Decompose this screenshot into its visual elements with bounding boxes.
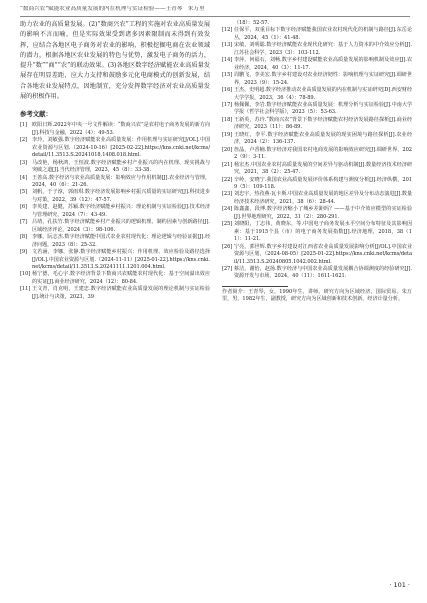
reference-text: 杨佩佩，李岩.数字经济赋能农业高质量发展：机理分析与实证检验[J].中南大学学报（哲学社会科学版），2023（5）：53-63. bbox=[234, 101, 412, 116]
reference-number: [3] bbox=[20, 159, 28, 166]
reference-text: 王晓红，李平.数字经济赋能农业高质量发展的现实困境与路径探析[J].农业经济，2024（2）：136-137. bbox=[234, 131, 412, 146]
reference-item bbox=[20, 271, 210, 286]
reference-number: [25] bbox=[222, 221, 233, 228]
reference-number: [13] bbox=[222, 42, 233, 49]
reference-text: 文若涵，李娜，张静.数字经济赋能乡村振兴：作用机理、效应检验及路径选择[J/OL].中国农业资源与区划.（2024-11-11）[2025-01-22].https://kns.cnki.net/kcms/detail/11.3513.S.20241111.1201.004.html. bbox=[32, 249, 210, 270]
reference-item bbox=[20, 219, 210, 234]
reference-text: 王新英，苏玲.“数商兴农”背景下数字经济赋能农村经济发展路径探析[J].商业经济研究，2023（11）：86-89. bbox=[234, 116, 412, 131]
references-heading: 参考文献： bbox=[20, 110, 52, 119]
reference-item bbox=[222, 191, 412, 206]
reference-text: 李萍，何福石，刘畅.数字乡村建设赋能农业高质量发展的影响机制及效应[J].农业经济，2024，40（3）：11-17. bbox=[234, 57, 412, 71]
reference-text: 任保平，双重目标下数字经济赋能我国农业农村现代化的机制与路径[J].东岳论丛，2024，45（1）：41-48. bbox=[234, 27, 412, 41]
reference-number: [20] bbox=[222, 146, 233, 153]
reference-text: 宋敏，刘明聪.数字经济赋能农业现代化研究：基于人力资本的中介效应分析[J].江苏社会科学，2023（3）：103-112. bbox=[234, 42, 412, 56]
reference-text: 欧阳日辉.2022年中央一号文件解读：“数商兴农”是农村电子商务发展的新方向[J].科技与金融，2022（4）：49-53. bbox=[32, 122, 210, 136]
reference-item bbox=[222, 132, 412, 147]
page-number: · 101 · bbox=[389, 581, 410, 589]
reference-item bbox=[222, 147, 412, 162]
reference-number: [10] bbox=[20, 271, 31, 278]
reference-number: [2] bbox=[20, 137, 28, 144]
reference-item bbox=[20, 175, 210, 190]
reference-item bbox=[222, 102, 412, 117]
reference-item bbox=[222, 221, 412, 243]
reference-item bbox=[222, 117, 412, 132]
reference-text: 刘晓阳，丁志伟，黄晓东，等.中国电子商务发展水平空间分布特征及其影响因素：基于1915个县（市）的电子商务发展指数[J].经济地理，2018，38（11）：11-21. bbox=[234, 221, 412, 243]
reference-text: 杨宁德，毛心宇.数字经济背景下数商兴农赋能农村现代化：基于空间溢出效应的实证[J].商业经济研究，2024（12）：80-84. bbox=[32, 271, 210, 285]
reference-number: [18] bbox=[222, 116, 233, 123]
reference-number: [22] bbox=[222, 176, 233, 183]
reference-number: [14] bbox=[222, 57, 233, 64]
reference-number: [6] bbox=[20, 204, 28, 211]
reference-number: [19] bbox=[222, 131, 233, 138]
author-note: 作者简介：王青琴，女，1990年生，讲师，研究方向为区域经济、国际贸易。朱万里，男，1982年生，副教授，研究方向为区域创新和技术创新、经济计量分析。 bbox=[222, 288, 412, 303]
reference-text: 李玲，刘敏强.数字经济赋能农业高质量发展：作用机理与实证研究[J/OL].中国农业资源与区划.（2024-10-16）[2025-02-22].https://kns.cnki.net/kcms/detail/11.3513.S.20241018.1408.018.html. bbox=[32, 137, 210, 159]
reference-number: [11] bbox=[20, 286, 31, 293]
author-note-divider bbox=[222, 286, 288, 287]
reference-number: [26] bbox=[222, 243, 233, 250]
reference-number: [16] bbox=[222, 87, 233, 94]
reference-item bbox=[20, 286, 210, 301]
reference-text: 詹晶，卢香楠.数字经济对我国农村电商发展的影响效应研究[J].调研世界，2022（9）：3-11. bbox=[234, 146, 412, 161]
reference-item bbox=[222, 27, 412, 42]
reference-number: [15] bbox=[222, 72, 233, 79]
reference-item bbox=[222, 244, 412, 266]
reference-text: 吕靖，孔扶竹.数字经济赋能乡村产业振兴的逻辑机理、制约因素与创新路径[J].区域经济评论，2024（3）：98-106. bbox=[32, 219, 210, 233]
reference-number: [12] bbox=[222, 27, 233, 34]
header-divider bbox=[20, 16, 410, 17]
reference-item bbox=[20, 189, 210, 204]
reference-text: 周鹏飞，李美宏.数字乡村建设对农业经济韧性：影响机理与实证研究[J].调研世界，2023（9）：15-24. bbox=[234, 72, 412, 86]
reference-list-right bbox=[222, 20, 412, 281]
reference-number: [17] bbox=[222, 101, 233, 108]
reference-item bbox=[222, 87, 412, 102]
reference-item bbox=[20, 204, 210, 219]
reference-number: [7] bbox=[20, 219, 28, 226]
reference-text: 宁亮，郭世辉.数字乡村建设对江西省农业高质量发展影响分析[J/OL].中国农业资源与区划，（2024-08-05）[2025-01-22].https://kns.cnki.net/kcms/detail/11.3513.S.20240805.1042.002.html. bbox=[234, 243, 412, 265]
reference-number: [27] bbox=[222, 265, 233, 272]
reference-item bbox=[222, 57, 412, 72]
reference-text: 王善高.数字经济与农业高质量发展：影响效应与作用机制[J].农业经济与管理，2024，40（6）：21-26. bbox=[32, 174, 210, 188]
reference-number: [24] bbox=[222, 206, 233, 213]
reference-item bbox=[20, 137, 210, 159]
reference-text: 马改艳，杨秋鸿，王恒波.数字经济赋能乡村产业振兴的内在机理、现实挑战与突破之道[J].当代经济管理，2023，45（8）：33-38. bbox=[32, 159, 210, 174]
reference-text: （18）：52-57. bbox=[234, 20, 269, 26]
reference-list-left bbox=[20, 122, 210, 301]
reference-text: 辛岭，安晓宁.我国农业高质量发展评价体系构建与测度分析[J].经济纵横，2019（5）：109-118. bbox=[234, 176, 412, 190]
reference-number: [21] bbox=[222, 161, 233, 168]
running-head: “数商兴农”赋能农业高质量发展的内在机理与实证检验——王青琴 朱万里 bbox=[20, 6, 205, 12]
reference-item bbox=[222, 42, 412, 57]
reference-number: [23] bbox=[222, 191, 233, 198]
reference-text: 王杰，史明超.数字经济推动农业高质量发展的内在机制与实证研究[D].西安财经大学学报，2023，36（4）：78-89. bbox=[234, 87, 412, 101]
reference-item bbox=[222, 162, 412, 177]
reference-text: 李英建，赵健，苏颖.数字经济赋能乡村振兴：理论机制与实证检验[J].技术经济与管理研究，2024（7）：43-49. bbox=[32, 204, 210, 218]
body-paragraph: 助力农业的高质量发展。(2)“数商兴农”工程的实施对农业高质量发展的影响不言而喻，但是实际效果受到诸多因素限制而未得到有效发挥，应结合各地区电子商务对农业的影响，积极挖掘电商在农业领域的潜力，根据各地区农业发展的特色与优势，激发电子商务的活力，提升“数”“商”“农”的联动效果。(3)各地区数字经济赋能农业高质量发展存在明显差距，应大力支持和鼓励多元化电商模式的创新发展，结合各地农业发展特点，因地制宜，充分发挥数字经济对农业高质量发展的积极作用。 bbox=[20, 21, 210, 101]
reference-item bbox=[20, 234, 210, 249]
reference-text: 蔡洁，谢怡，赵扬.数字经济与中国农业高质量发展耦合协调测度的经验研究[J].资源开发与市场，2024，40（11）：1611-1621. bbox=[234, 265, 412, 280]
reference-number: [9] bbox=[20, 249, 28, 256]
reference-text: 刘忠宇，热孜燕·瓦卡斯.中国农业高质量发展的地区差异及分布动态演进[J].数量经济技术经济研究，2021，38（6）：28-44. bbox=[234, 191, 412, 205]
right-column bbox=[222, 20, 412, 304]
reference-item bbox=[20, 160, 210, 175]
reference-text: 杨宏杰.中国农业农村高质量发展的空间差异与驱动机制[J].数量经济技术经济研究，2021，38（2）：25-47. bbox=[234, 161, 412, 176]
reference-text: 李娜，阮志杰.数字经济赋能中国式农业农村现代化：理论逻辑与经验证据[J].经济问题，2023（8）：25-32. bbox=[32, 234, 210, 248]
reference-item bbox=[20, 122, 210, 137]
reference-item bbox=[222, 206, 412, 221]
reference-number: [5] bbox=[20, 189, 28, 196]
reference-text: 陈鑫鑫，段博.数字经济缩小了城乡差距吗？——基于中介效应模型的实证检验[J].世界地理研究，2022，31（2）：280-291. bbox=[234, 206, 412, 220]
reference-text: 刘帆，于子淳，郭雨琪.数字经济发展影响乡村振兴质量的实证研究[J].科技进步与对策，2022，39（12）：47-57. bbox=[32, 189, 210, 203]
reference-item bbox=[222, 266, 412, 281]
reference-item bbox=[222, 177, 412, 192]
reference-text: 王文青，肖克明，王建忠.数字经济赋能农业高质量发展的理论机制与实证检验[J].统计与决策，2023，39 bbox=[32, 286, 210, 300]
reference-number: [4] bbox=[20, 174, 28, 181]
reference-item bbox=[20, 249, 210, 271]
reference-number: [8] bbox=[20, 234, 28, 241]
left-column bbox=[20, 20, 210, 301]
reference-number: [1] bbox=[20, 122, 28, 129]
reference-item bbox=[222, 72, 412, 87]
